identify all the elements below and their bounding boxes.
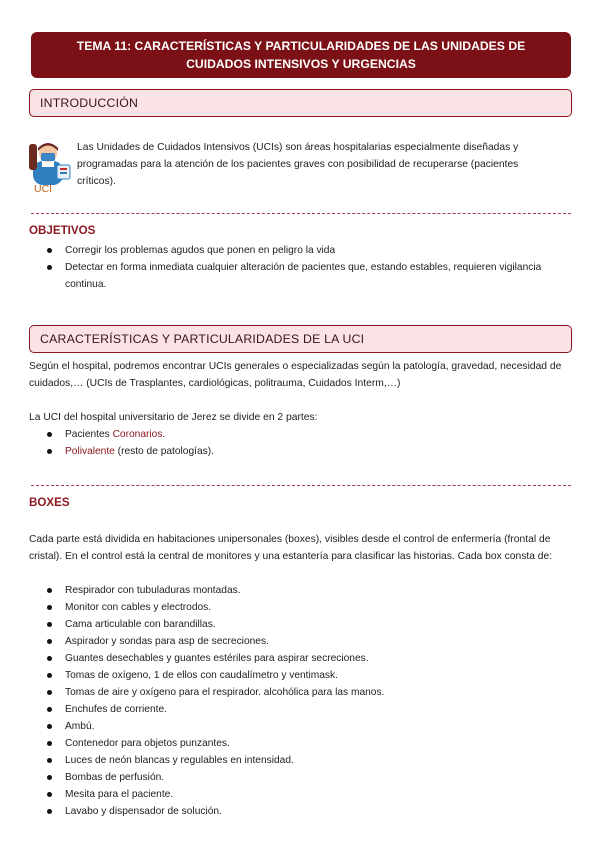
list-item: Corregir los problemas agudos que ponen en peligro la vida bbox=[44, 242, 544, 259]
list-item: Ambú. bbox=[44, 718, 564, 735]
list-item: Detectar en forma inmediata cualquier alteración de pacientes que, estando estables, requieren vigilancia continua. bbox=[44, 259, 544, 293]
list-item: Tomas de oxígeno, 1 de ellos con caudalímetro y ventimask. bbox=[44, 667, 564, 684]
list-item: Monitor con cables y electrodos. bbox=[44, 599, 564, 616]
page-title: TEMA 11: CARACTERÍSTICAS Y PARTICULARIDADES DE LAS UNIDADES DE CUIDADOS INTENSIVOS Y URGENCIAS bbox=[31, 32, 571, 78]
list-item: Aspirador y sondas para asp de secreciones. bbox=[44, 633, 564, 650]
list-item: Contenedor para objetos punzantes. bbox=[44, 735, 564, 752]
list-item: Respirador con tubuladuras montadas. bbox=[44, 582, 564, 599]
item-suffix: . bbox=[162, 429, 166, 440]
section-header-caracteristicas: CARACTERÍSTICAS Y PARTICULARIDADES DE LA UCI bbox=[29, 325, 572, 353]
list-item bbox=[44, 426, 544, 443]
list-item: Guantes desechables y guantes estériles para aspirar secreciones. bbox=[44, 650, 564, 667]
list-item: Tomas de aire y oxígeno para el respirador. alcohólica para las manos. bbox=[44, 684, 564, 701]
list-item: Luces de neón blancas y regulables en intensidad. bbox=[44, 752, 564, 769]
item-prefix: Pacientes bbox=[65, 429, 113, 440]
boxes-heading: BOXES bbox=[29, 496, 70, 509]
list-item: Lavabo y dispensador de solución. bbox=[44, 803, 564, 820]
dashed-divider bbox=[31, 485, 571, 486]
polivalente-highlight: Polivalente bbox=[65, 446, 115, 457]
section-header-introduccion: INTRODUCCIÓN bbox=[29, 89, 572, 117]
item-suffix: (resto de patologías). bbox=[114, 446, 214, 457]
list-item: Cama articulable con barandillas. bbox=[44, 616, 564, 633]
objetivos-list bbox=[44, 242, 544, 293]
list-item: Mesita para el paciente. bbox=[44, 786, 564, 803]
boxes-list bbox=[44, 582, 564, 820]
uci-parts-list bbox=[44, 426, 544, 460]
caracteristicas-paragraph: Según el hospital, podremos encontrar UCIs generales o especializadas según la patología, gravedad, necesidad de cuidados,… (UCIs de Trasplantes, cardiológicas, politrauma, Cuidados Interm,…) bbox=[29, 361, 562, 389]
intro-paragraph: Las Unidades de Cuidados Intensivos (UCIs) son áreas hospitalarias especialmente diseñadas y programadas para la atención de los pacientes graves con posibilidad de recuperarse (pacientes críticos). bbox=[77, 142, 519, 187]
boxes-paragraph: Cada parte está dividida en habitaciones unipersonales (boxes), visibles desde el control de enfermería (frontal de cristal). En el control está la central de monitores y una estantería para clasificar las historias. Cada box consta de: bbox=[29, 534, 553, 562]
objetivos-heading: OBJETIVOS bbox=[29, 224, 96, 237]
list-item: Enchufes de corriente. bbox=[44, 701, 564, 718]
jerez-paragraph: La UCI del hospital universitario de Jerez se divide en 2 partes: bbox=[29, 412, 318, 423]
uci-icon-label: UCI bbox=[34, 183, 53, 195]
dashed-divider bbox=[31, 213, 571, 214]
list-item bbox=[44, 443, 544, 460]
list-item: Bombas de perfusión. bbox=[44, 769, 564, 786]
coronarios-highlight: Coronarios bbox=[112, 429, 163, 440]
